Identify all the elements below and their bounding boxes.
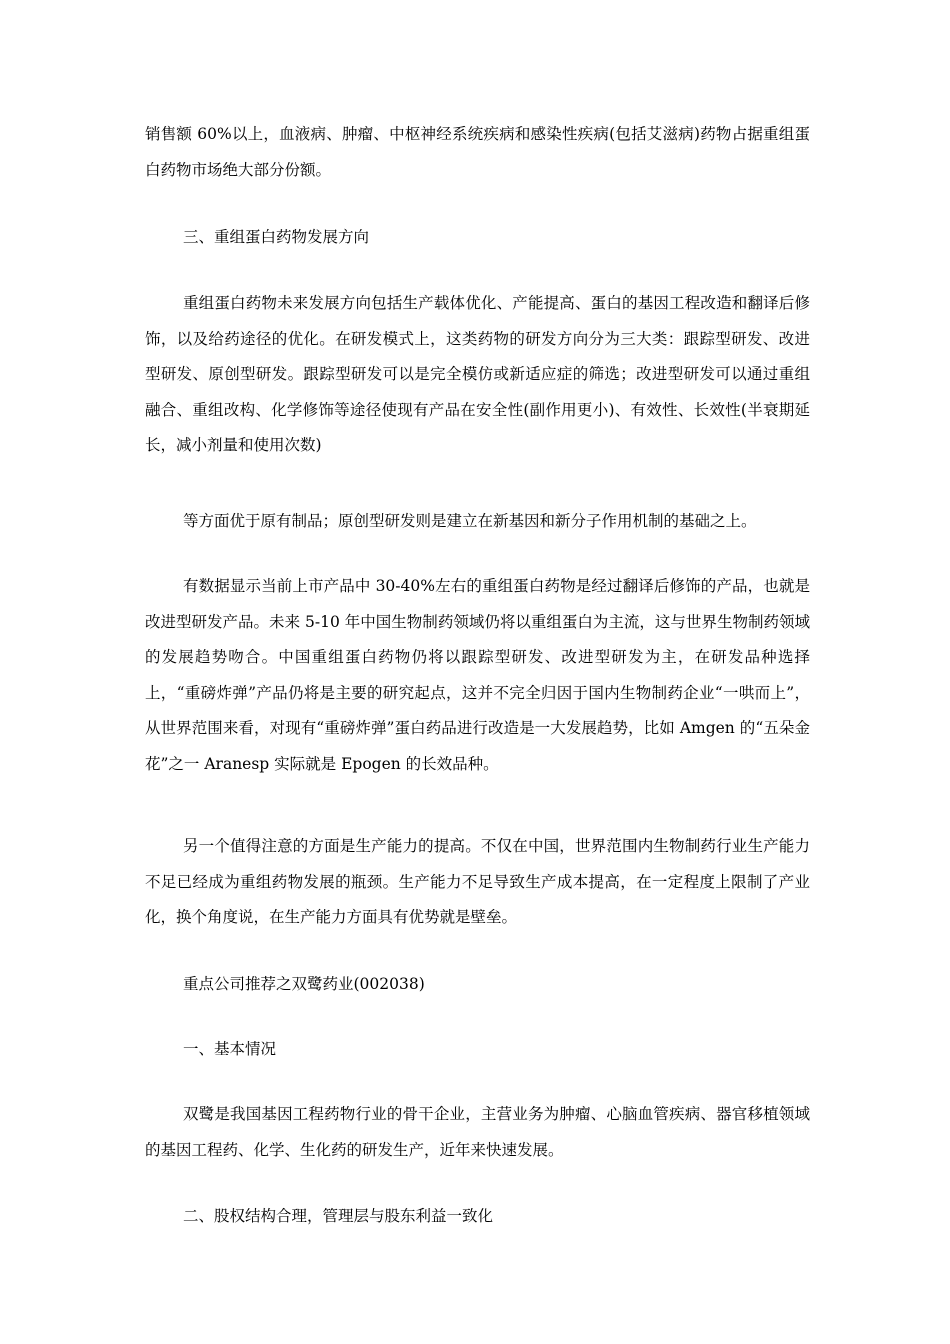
paragraph-market-data: 有数据显示当前上市产品中 30-40%左右的重组蛋白药物是经过翻译后修饰的产品，也就是改进型研发产品。未来 5-10 年中国生物制药领域仍将以重组蛋白为主流，这与世界生物制药领域的发展趋势吻合。中国重组蛋白药物仍将以跟踪型研发、改进型研发为主，在研发品种选择上，“重磅炸弹”产品仍将是主要的研究起点，这并不完全归因于国内生物制药企业“一哄而上”，从世界范围来看，对现有“重磅炸弹”蛋白药品进行改造是一大发展趋势，比如 Amgen 的“五朵金花”之一 Aranesp 实际就是 Epogen 的长效品种。 [145,577,810,773]
paragraph-sales-share: 销售额 60%以上，血液病、肿瘤、中枢神经系统疾病和感染性疾病(包括艾滋病)药物占据重组蛋白药物市场绝大部分份额。 [145,125,810,179]
section-heading-basic-info: 一、基本情况 [183,1040,277,1058]
paragraph-production-capacity: 另一个值得注意的方面是生产能力的提高。不仅在中国，世界范围内生物制药行业生产能力不足已经成为重组药物发展的瓶颈。生产能力不足导致生产成本提高，在一定程度上限制了产业化，换个角度说，在生产能力方面具有优势就是壁垒。 [145,837,810,926]
section-heading-development-direction: 三、重组蛋白药物发展方向 [183,228,370,246]
paragraph-development-direction: 重组蛋白药物未来发展方向包括生产载体优化、产能提高、蛋白的基因工程改造和翻译后修饰，以及给药途径的优化。在研发模式上，这类药物的研发方向分为三大类：跟踪型研发、改进型研发、原创型研发。跟踪型研发可以是完全模仿或新适应症的筛选；改进型研发可以通过重组融合、重组改构、化学修饰等途径使现有产品在安全性(副作用更小)、有效性、长效性(半衰期延长，减小剂量和使用次数) [145,294,810,454]
paragraph-company-overview: 双鹭是我国基因工程药物行业的骨干企业，主营业务为肿瘤、心脑血管疾病、器官移植领域的基因工程药、化学、生化药的研发生产，近年来快速发展。 [145,1105,810,1159]
section-heading-equity-structure: 二、股权结构合理，管理层与股东利益一致化 [183,1207,494,1225]
paragraph-original-research: 等方面优于原有制品；原创型研发则是建立在新基因和新分子作用机制的基础之上。 [183,512,757,530]
section-heading-company-recommendation: 重点公司推荐之双鹭药业(002038) [183,975,425,993]
